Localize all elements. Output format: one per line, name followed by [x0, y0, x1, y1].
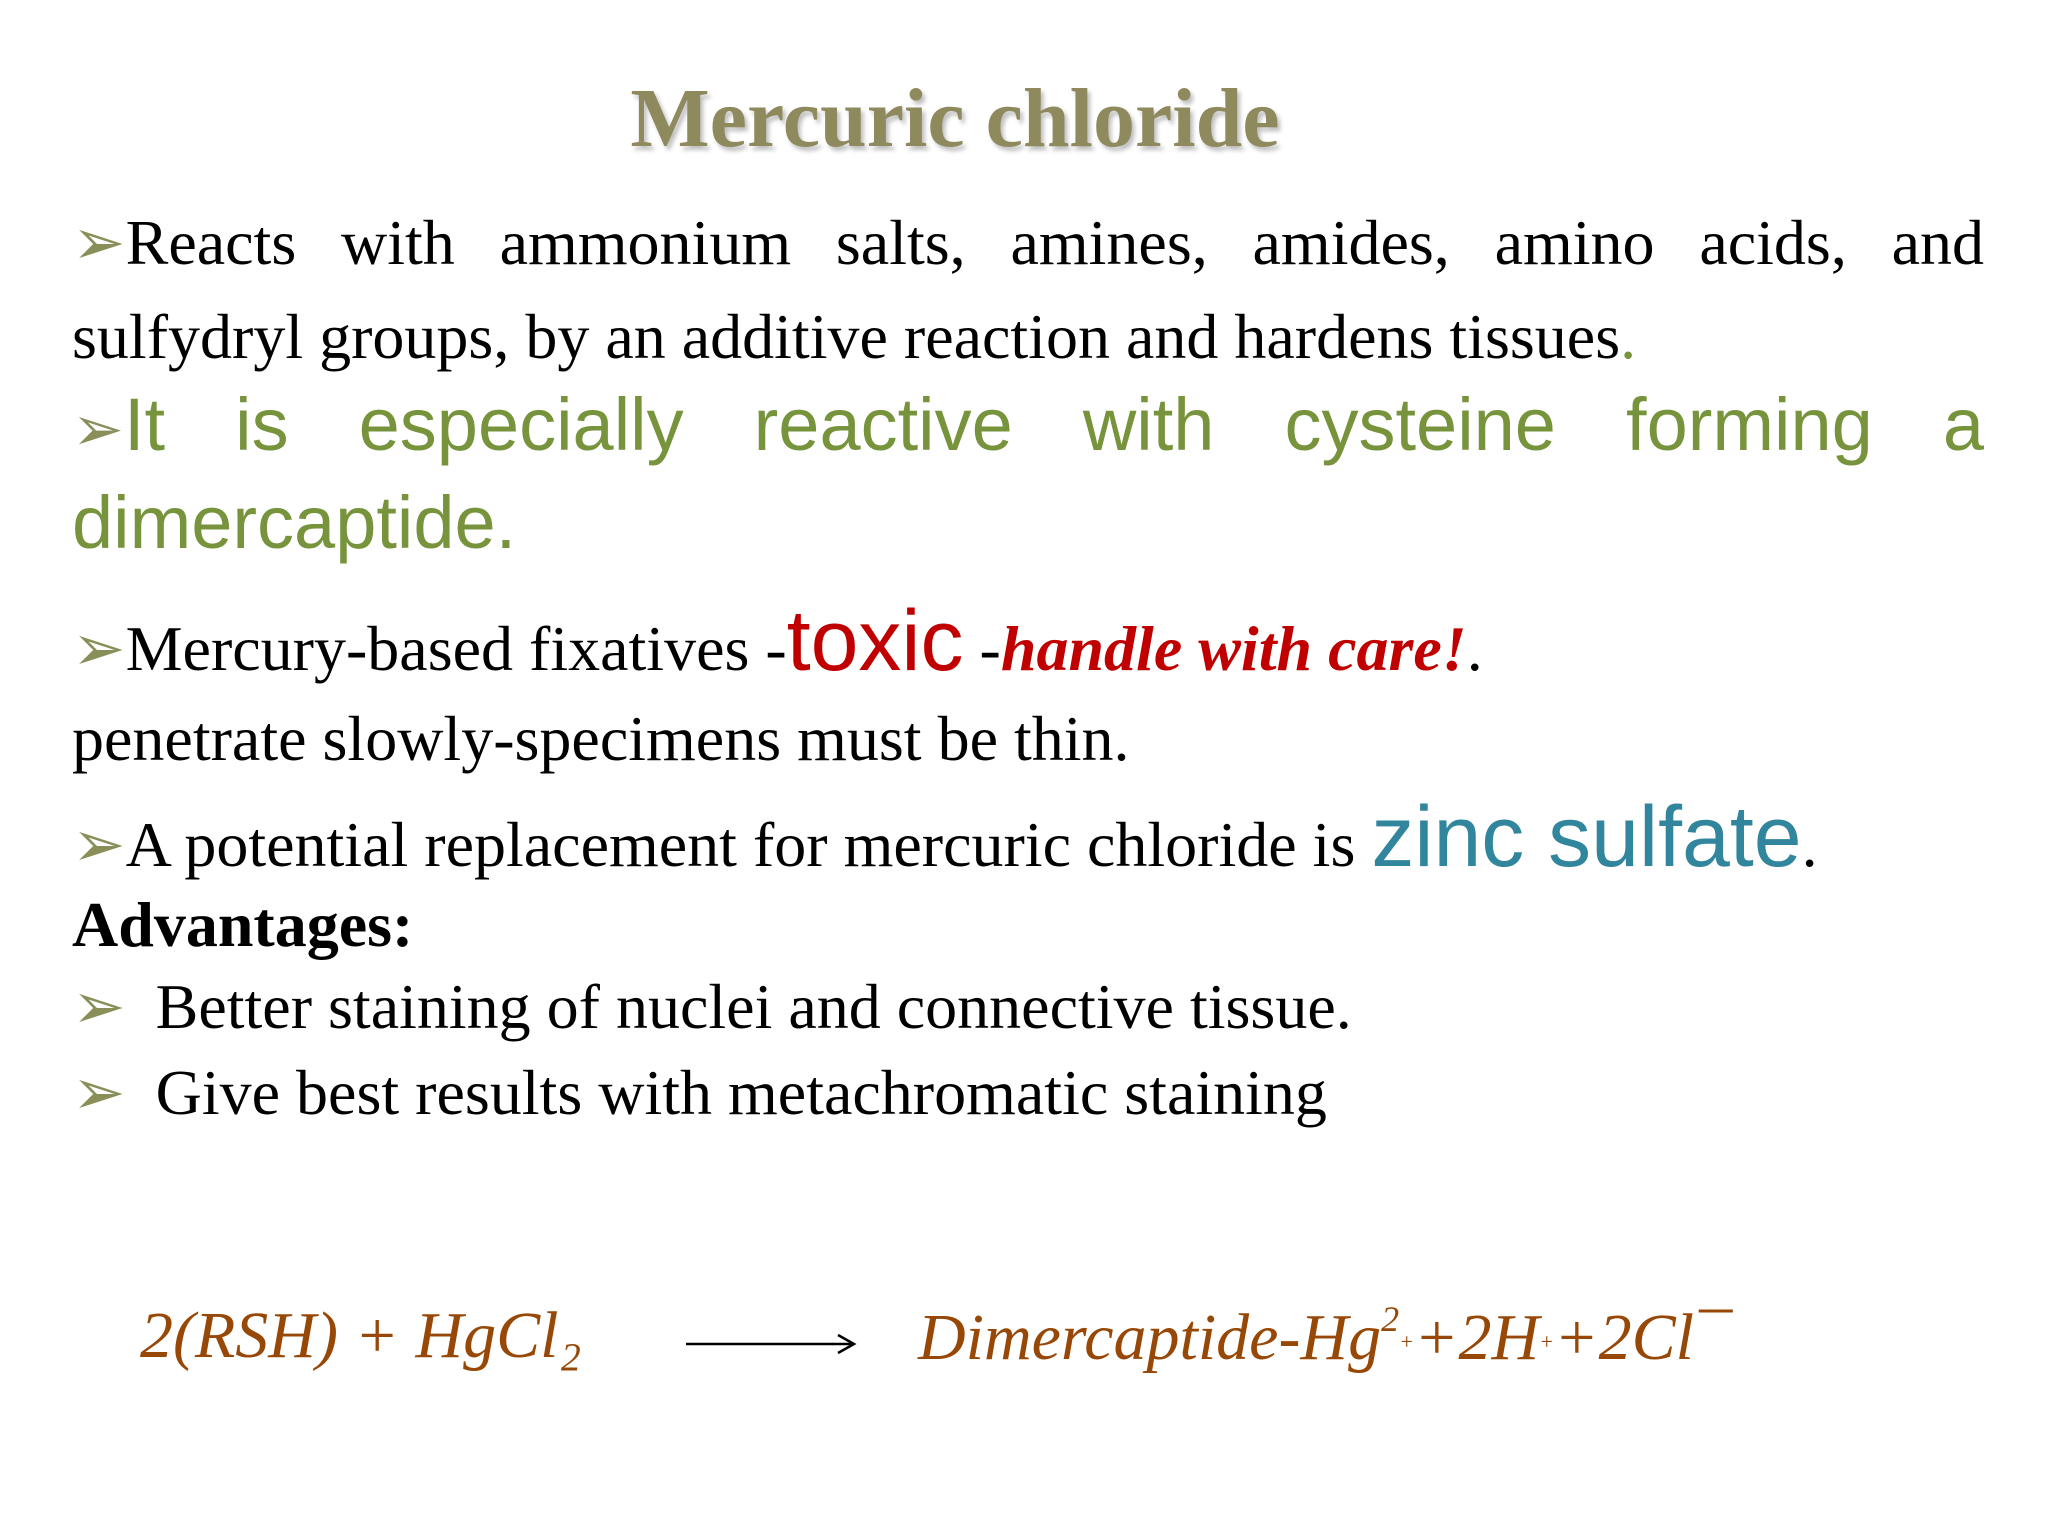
product-h: +2H: [1413, 1301, 1540, 1374]
bullet-text: Mercury-based fixatives -: [125, 613, 787, 684]
advantage-item: [72, 1046, 1984, 1140]
arrow-bullet-icon: ➢: [72, 206, 126, 280]
bullet-end-period: .: [1620, 301, 1637, 372]
slide-title: Mercuric chloride: [630, 72, 1280, 165]
bullet-text: Reacts with ammonium salts, amines, amides, amino acids, and sulfydryl groups, by an additive reaction and hardens tissues: [72, 207, 1984, 372]
advantage-item: [72, 960, 1984, 1054]
handle-with-care: handle with care!: [1000, 613, 1467, 684]
arrow-bullet-icon: ➢: [72, 612, 126, 686]
toxic-word: toxic: [786, 593, 964, 689]
arrow-bullet-icon: ➢: [72, 1056, 126, 1130]
h-plus: +: [1539, 1329, 1555, 1354]
product-cl: +2Cl: [1554, 1301, 1694, 1374]
end-period: .: [1801, 809, 1818, 880]
bullet-zinc-sulfate: [72, 790, 1984, 892]
equation-reactants: 2(RSH) + HgCl₂: [140, 1299, 582, 1372]
reaction-arrow-icon: [686, 1332, 858, 1356]
equation-products: [918, 1298, 1727, 1398]
arrow-bullet-icon: ➢: [72, 808, 126, 882]
product-main: Dimercaptide-Hg: [918, 1301, 1382, 1374]
dash: -: [963, 613, 1001, 684]
bullet-text: A potential replacement for mercuric chloride is: [125, 809, 1372, 880]
cl-minus: ¯: [1693, 1301, 1727, 1374]
hg-plus: +: [1399, 1329, 1414, 1354]
arrow-bullet-icon: ➢: [72, 970, 126, 1044]
bullet-cysteine: [72, 378, 1984, 570]
arrow-bullet-icon: ➢: [72, 392, 124, 465]
bullet-toxic: [72, 594, 1984, 696]
zinc-sulfate-highlight: zinc sulfate: [1371, 789, 1802, 885]
advantages-heading: Advantages:: [72, 889, 414, 960]
advantage-text: Give best results with metachromatic staining: [155, 1057, 1327, 1128]
hg-charge: 2: [1381, 1299, 1400, 1339]
advantage-text: Better staining of nuclei and connective tissue.: [155, 971, 1352, 1042]
bullet-text: It is especially reactive with cysteine forming a dimercaptide.: [72, 383, 1984, 564]
bullet-reacts-with: [72, 196, 1984, 384]
end-period: .: [1466, 613, 1483, 684]
penetrate-slowly-line: penetrate slowly-specimens must be thin.: [72, 703, 1130, 774]
